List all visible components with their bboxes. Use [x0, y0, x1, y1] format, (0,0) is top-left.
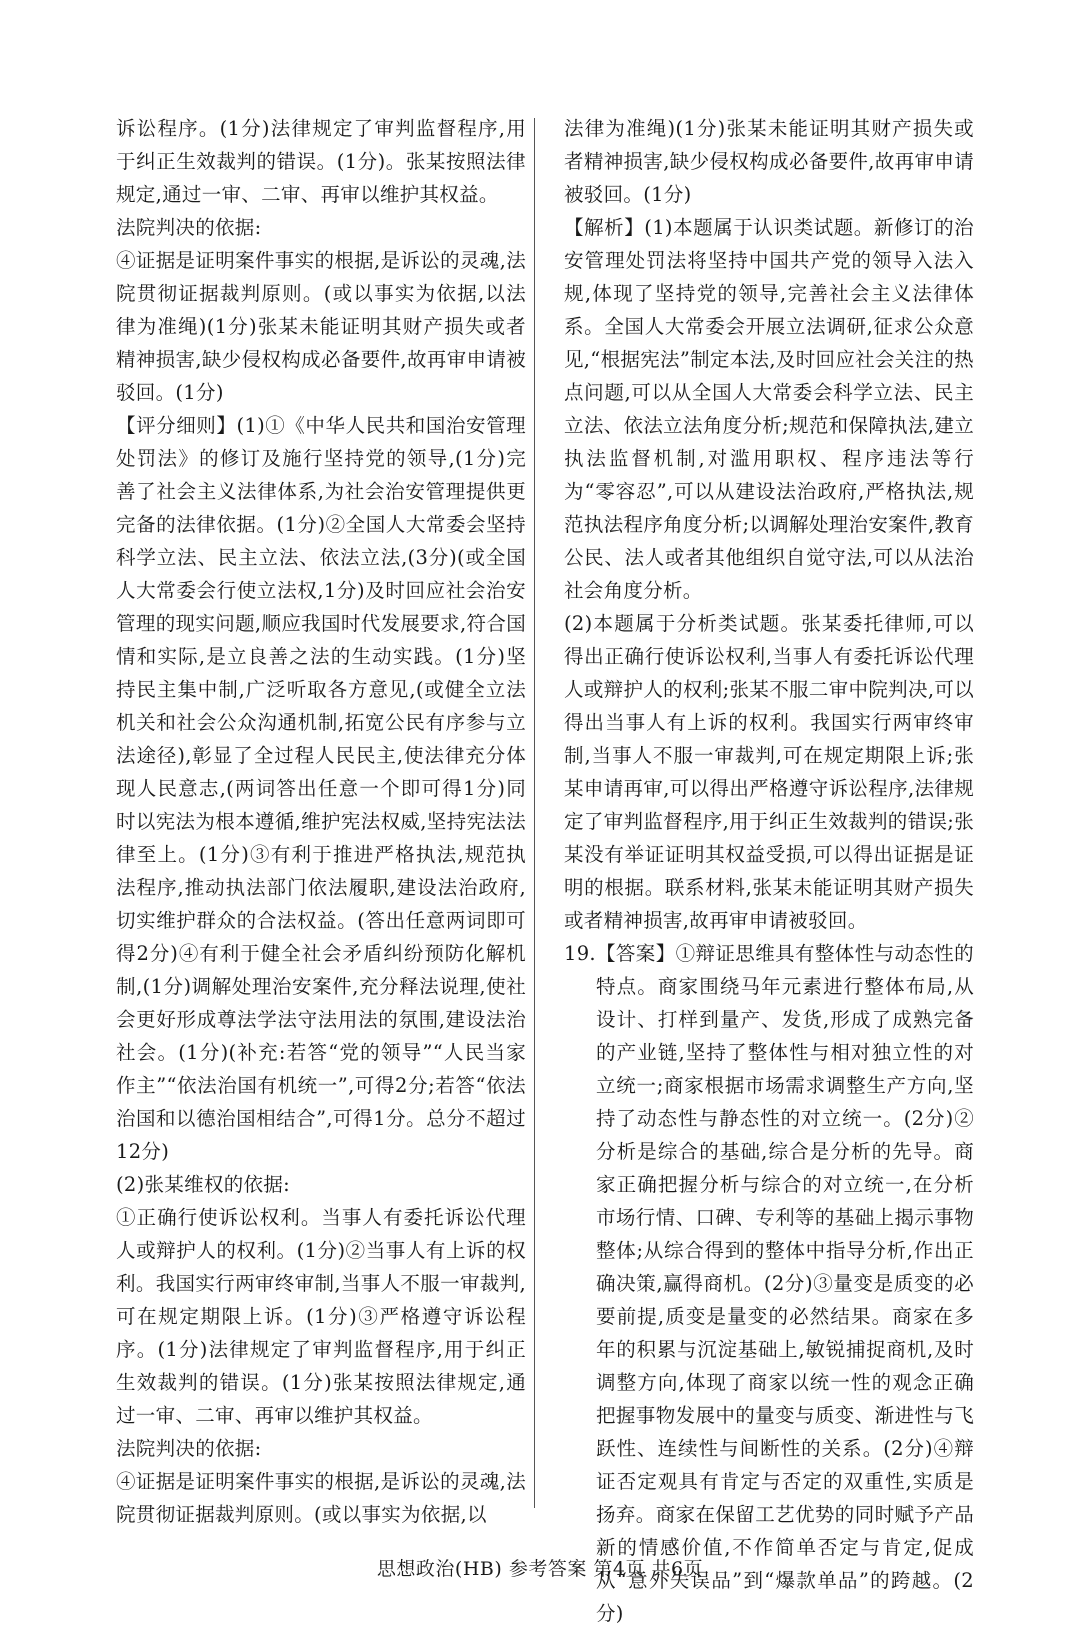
paragraph: 诉讼程序。(1分)法律规定了审判监督程序,用于纠正生效裁判的错误。(1分)。张某按照法律规定,通过一审、二审、再审以维护其权益。 — [116, 117, 526, 206]
column-divider — [534, 118, 535, 1508]
analysis-paragraph: (2)本题属于分析类试题。张某委托律师,可以得出正确行使诉讼权利,当事人有委托诉讼代理人或辩护人的权利;张某不服二审中院判决,可以得出当事人有上诉的权利。我国实行两审终审制,当事人不服一审裁判,可在规定期限上诉;张某申请再审,可以得出严格遵守诉讼程序,法律规定了审判监督程序,用于纠正生效裁判的错误;张某没有举证证明其权益受损,可以得出证据是证明的根据。联系材料,张某未能证明其财产损失或者精神损害,故再审申请被驳回。 — [564, 612, 974, 932]
left-column — [116, 112, 526, 1531]
paragraph: 法院判决的依据: — [116, 1437, 262, 1460]
analysis-paragraph: 【解析】(1)本题属于认识类试题。新修订的治安管理处罚法将坚持中国共产党的领导入法入规,体现了坚持党的领导,完善社会主义法律体系。全国人大常委会开展立法调研,征求公众意见,“根据宪法”制定本法,及时回应社会关注的热点问题,可以从全国人大常委会科学立法、民主立法、依法立法角度分析;规范和保障执法,建立执法监督机制,对滥用职权、程序违法等行为“零容忍”,可以从建设法治政府,严格执法,规范执法程序角度分析;以调解处理治安案件,教育公民、法人或者其他组织自觉守法,可以从法治社会角度分析。 — [564, 216, 974, 602]
question-19-answer: 19.【答案】①辩证思维具有整体性与动态性的特点。商家围绕马年元素进行整体布局,从设计、打样到量产、发货,形成了成熟完备的产业链,坚持了整体性与相对独立性的对立统一;商家根据市场需求调整生产方向,坚持了动态性与静态性的对立统一。(2分)②分析是综合的基础,综合是分析的先导。商家正确把握分析与综合的对立统一,在分析市场行情、口碑、专利等的基础上揭示事物整体;从综合得到的整体中指导分析,作出正确决策,赢得商机。(2分)③量变是质变的必要前提,质变是量变的必然结果。商家在多年的积累与沉淀基础上,敏锐捕捉商机,及时调整方向,体现了商家以统一性的观念正确把握事物发展中的量变与质变、渐进性与飞跃性、连续性与间断性的关系。(2分)④辩证否定观具有肯定与否定的双重性,实质是扬弃。商家在保留工艺优势的同时赋予产品新的情感价值,不作简单否定与肯定,促成从“意外失误品”到“爆款单品”的跨越。(2分) — [564, 942, 974, 1625]
paragraph: ④证据是证明案件事实的根据,是诉讼的灵魂,法院贯彻证据裁判原则。(或以事实为依据,以 — [116, 1470, 526, 1526]
paragraph: (2)张某维权的依据: — [116, 1173, 290, 1196]
paragraph: 法律为准绳)(1分)张某未能证明其财产损失或者精神损害,缺少侵权构成必备要件,故再审申请被驳回。(1分) — [564, 117, 974, 206]
paragraph: 法院判决的依据: — [116, 216, 262, 239]
scoring-rules-paragraph: 【评分细则】(1)①《中华人民共和国治安管理处罚法》的修订及施行坚持党的领导,(1分)完善了社会主义法律体系,为社会治安管理提供更完备的法律依据。(1分)②全国人大常委会坚持科学立法、民主立法、依法立法,(3分)(或全国人大常委会行使立法权,1分)及时回应社会治安管理的现实问题,顺应我国时代发展要求,符合国情和实际,是立良善之法的生动实践。(1分)坚持民主集中制,广泛听取各方意见,(或健全立法机关和社会公众沟通机制,拓宽公民有序参与立法途径),彰显了全过程人民民主,使法律充分体现人民意志,(两词答出任意一个即可得1分)同时以宪法为根本遵循,维护宪法权威,坚持宪法法律至上。(1分)③有利于推进严格执法,规范执法程序,推动执法部门依法履职,建设法治政府,切实维护群众的合法权益。(答出任意两词即可得2分)④有利于健全社会矛盾纠纷预防化解机制,(1分)调解处理治安案件,充分释法说理,使社会更好形成尊法学法守法用法的氛围,建设法治社会。(1分)(补充:若答“党的领导”“人民当家作主”“依法治国有机统一”,可得2分;若答“依法治国和以德治国相结合”,可得1分。总分不超过12分) — [116, 414, 526, 1163]
right-column — [564, 112, 974, 1630]
page-footer: 思想政治(HB) 参考答案 第4页 共6页 — [376, 1558, 704, 1580]
paragraph: ①正确行使诉讼权利。当事人有委托诉讼代理人或辩护人的权利。(1分)②当事人有上诉的权利。我国实行两审终审制,当事人不服一审裁判,可在规定期限上诉。(1分)③严格遵守诉讼程序。(1分)法律规定了审判监督程序,用于纠正生效裁判的错误。(1分)张某按照法律规定,通过一审、二审、再审以维护其权益。 — [116, 1206, 526, 1427]
paragraph: ④证据是证明案件事实的根据,是诉讼的灵魂,法院贯彻证据裁判原则。(或以事实为依据,以法律为准绳)(1分)张某未能证明其财产损失或者精神损害,缺少侵权构成必备要件,故再审申请被驳回。(1分) — [116, 249, 526, 404]
